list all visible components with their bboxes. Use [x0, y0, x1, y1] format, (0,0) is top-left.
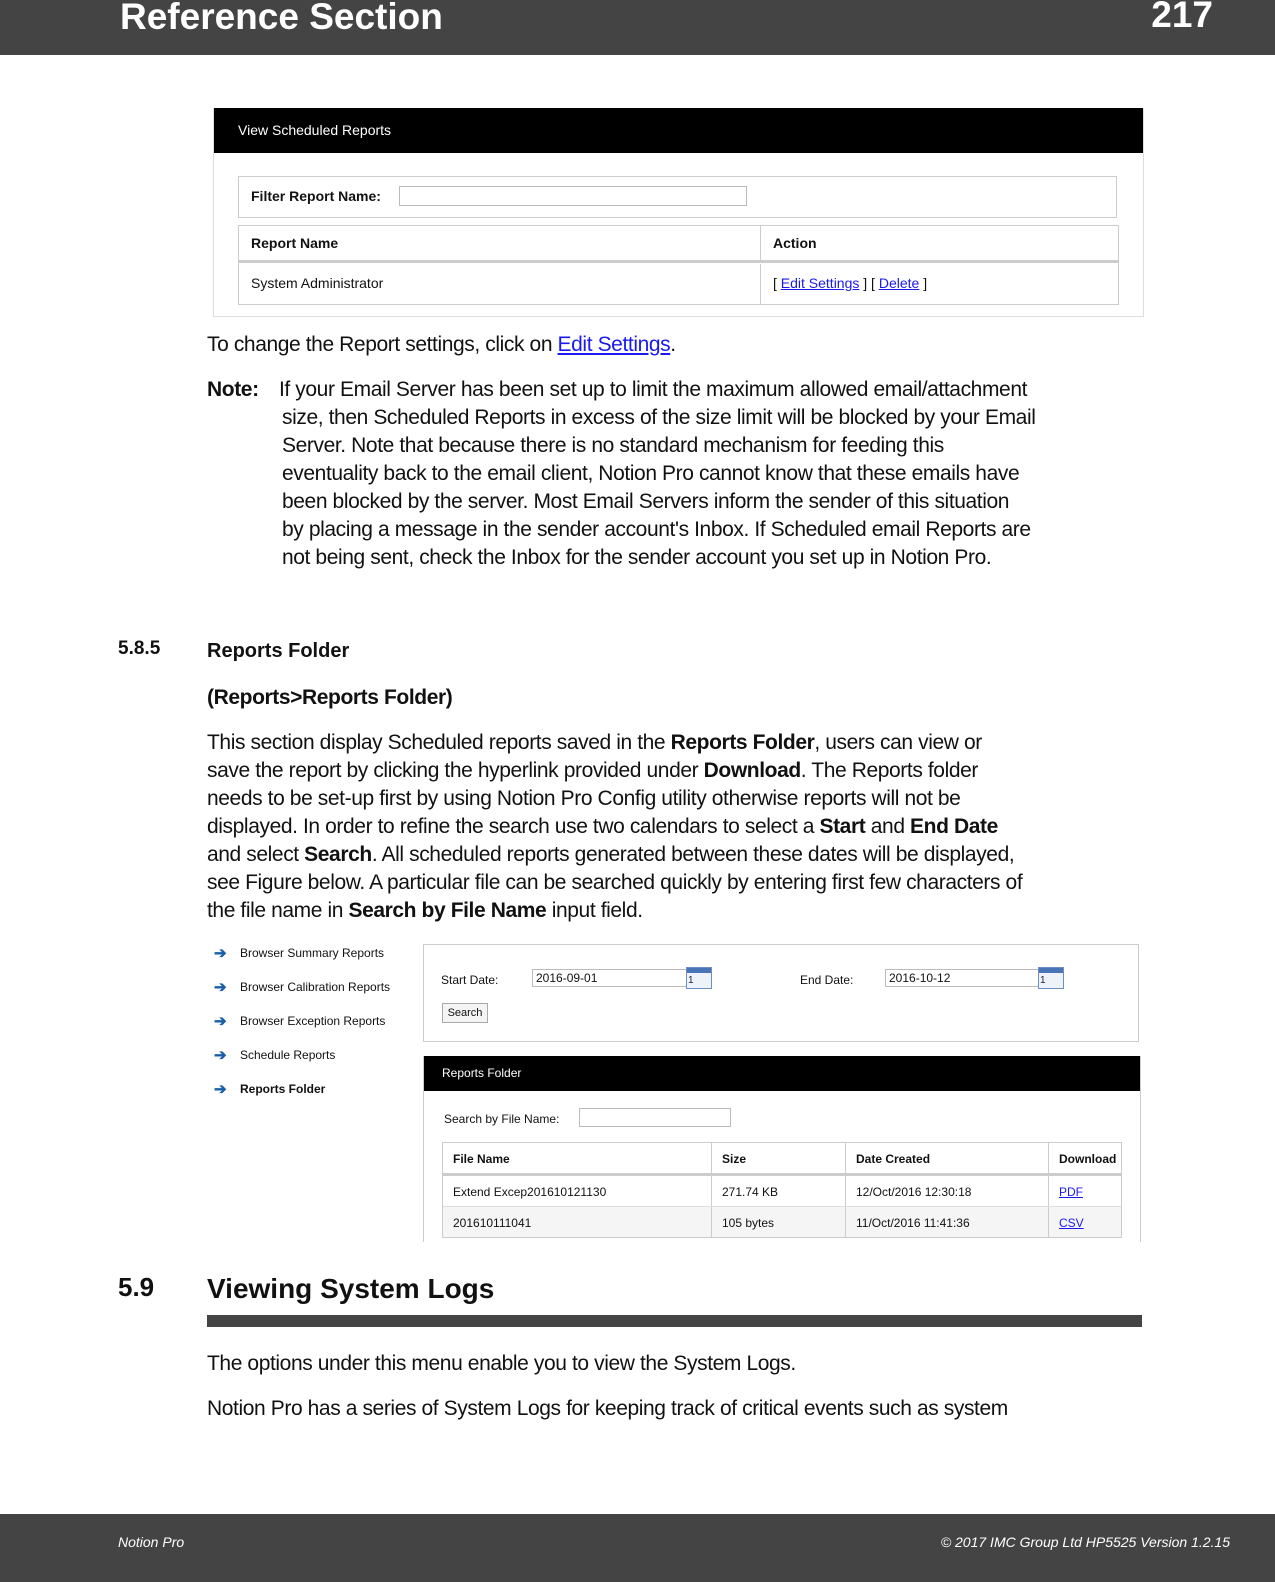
menu-item-label: Browser Exception Reports	[240, 1014, 386, 1028]
text-bold: End Date	[910, 815, 998, 838]
text-bold: Search by File Name	[348, 899, 547, 922]
calendar-day: 1	[688, 975, 694, 986]
note-line: If your Email Server has been set up to limit the maximum allowed email/attachment	[279, 378, 1028, 401]
column-header-action: Action	[773, 235, 817, 251]
text: To change the Report settings, click on	[207, 333, 553, 356]
panel-title: View Scheduled Reports	[238, 122, 392, 138]
action-cell	[773, 275, 927, 291]
table-cell	[846, 1176, 1049, 1206]
file-name: 201610111041	[453, 1216, 532, 1230]
table-cell	[712, 1207, 846, 1237]
note-label: Note:	[207, 378, 259, 401]
text: , users can view or	[814, 731, 982, 754]
column-header	[712, 1143, 846, 1176]
page-footer	[0, 1514, 1275, 1582]
section-heading: Reports Folder	[207, 640, 350, 662]
paragraph: Notion Pro has a series of System Logs for keeping track of critical events such as system	[207, 1397, 1008, 1420]
text-bold: Download	[703, 759, 801, 782]
paragraph-line	[207, 841, 1014, 869]
table-cell	[846, 1207, 1049, 1237]
paragraph-line	[207, 729, 982, 757]
column-header-download: Download	[1059, 1152, 1117, 1166]
column-header-file-name: File Name	[453, 1152, 510, 1166]
end-date-input[interactable]: 2016-10-12	[885, 969, 1040, 987]
footer-copyright: © 2017 IMC Group Ltd HP5525 Version 1.2.15	[940, 1534, 1230, 1550]
calendar-icon[interactable]	[1038, 967, 1064, 989]
paragraph-line: see Figure below. A particular file can be searched quickly by entering first few characters of	[207, 871, 1023, 894]
menu-item-label: Schedule Reports	[240, 1048, 336, 1062]
view-scheduled-reports-screenshot	[213, 108, 1144, 317]
table-cell	[1049, 1176, 1121, 1206]
menu-item-label: Browser Summary Reports	[240, 946, 385, 960]
file-size: 271.74 KB	[722, 1185, 779, 1199]
table-cell	[443, 1207, 712, 1237]
table-cell	[761, 264, 1118, 304]
column-header	[443, 1143, 712, 1176]
arrow-right-icon: ➔	[214, 979, 227, 996]
search-button[interactable]: Search	[442, 1003, 488, 1023]
text: the file name in	[207, 899, 344, 922]
start-date-label: Start Date:	[441, 973, 499, 987]
panel-titlebar	[214, 108, 1143, 153]
date-created: 12/Oct/2016 12:30:18	[856, 1185, 972, 1199]
text: displayed. In order to refine the search use two calendars to select a	[207, 815, 815, 838]
paragraph-line	[207, 897, 643, 925]
text: and	[870, 815, 905, 838]
report-name-cell: System Administrator	[251, 275, 384, 291]
page-header	[0, 0, 1275, 55]
download-pdf-link[interactable]: PDF	[1059, 1185, 1083, 1199]
section-number: 5.9	[118, 1272, 155, 1302]
arrow-right-icon: ➔	[214, 945, 227, 962]
section-number: 5.8.5	[118, 638, 161, 659]
text: . All scheduled reports generated between these dates will be displayed,	[371, 843, 1015, 866]
paragraph-line: needs to be set-up first by using Notion Pro Config utility otherwise reports will not be	[207, 787, 961, 810]
note-line: by placing a message in the sender account's Inbox. If Scheduled email Reports are	[282, 518, 1031, 541]
column-header-size: Size	[722, 1152, 747, 1166]
text: . The Reports folder	[800, 759, 978, 782]
note-line: been blocked by the server. Most Email Servers inform the sender of this situation	[282, 490, 1010, 513]
bracket: [	[773, 275, 777, 291]
panel-title: Reports Folder	[442, 1066, 522, 1080]
search-by-file-name-label: Search by File Name:	[444, 1112, 560, 1126]
filter-row	[238, 176, 1117, 218]
table-row	[443, 1176, 1121, 1207]
date-created: 11/Oct/2016 11:41:36	[856, 1216, 970, 1230]
file-size: 105 bytes	[722, 1216, 775, 1230]
page-number: 217	[1151, 0, 1213, 35]
reports-folder-table	[442, 1142, 1122, 1238]
menu-item-label: Reports Folder	[240, 1082, 326, 1096]
arrow-right-icon: ➔	[214, 1081, 227, 1098]
note-line: Server. Note that because there is no standard mechanism for feeding this	[282, 434, 944, 457]
text-bold: Reports Folder	[670, 731, 815, 754]
file-name: Extend Excep201610121130	[453, 1185, 607, 1199]
column-header-report-name: Report Name	[251, 235, 339, 251]
calendar-day: 1	[1040, 975, 1046, 986]
reports-table	[238, 225, 1119, 305]
arrow-right-icon: ➔	[214, 1047, 227, 1064]
paragraph-line	[207, 757, 978, 785]
end-date-label: End Date:	[800, 973, 854, 987]
calendar-icon[interactable]	[686, 967, 712, 989]
section-title: Reference Section	[120, 0, 443, 37]
footer-product: Notion Pro	[118, 1534, 185, 1550]
column-header	[1049, 1143, 1121, 1176]
text: This section display Scheduled reports saved in the	[207, 731, 666, 754]
column-header	[239, 226, 761, 263]
text-bold: Start	[819, 815, 866, 838]
column-header	[846, 1143, 1049, 1176]
search-by-file-name-input[interactable]	[579, 1108, 731, 1127]
column-header-date-created: Date Created	[856, 1152, 931, 1166]
text: .	[670, 333, 676, 356]
arrow-right-icon: ➔	[214, 1013, 227, 1030]
table-cell	[443, 1176, 712, 1206]
text: and select	[207, 843, 299, 866]
note-line: not being sent, check the Inbox for the sender account you set up in Notion Pro.	[282, 546, 992, 569]
text-bold: Search	[304, 843, 372, 866]
menu-item-label: Browser Calibration Reports	[240, 980, 391, 994]
reports-folder-panel	[423, 1056, 1141, 1242]
column-header	[761, 226, 1118, 263]
bracket: ] [	[863, 275, 875, 291]
start-date-input[interactable]: 2016-09-01	[532, 969, 687, 987]
download-csv-link[interactable]: CSV	[1059, 1216, 1084, 1230]
section-rule	[207, 1315, 1142, 1327]
filter-label: Filter Report Name:	[251, 188, 381, 204]
edit-settings-link[interactable]: Edit Settings	[557, 333, 671, 356]
paragraph	[207, 331, 676, 359]
filter-report-name-input[interactable]	[399, 186, 747, 206]
menu-path: (Reports>Reports Folder)	[207, 686, 453, 709]
text: save the report by clicking the hyperlink provided under	[207, 759, 699, 782]
delete-link[interactable]: Delete	[878, 275, 920, 291]
text: input field.	[551, 899, 643, 922]
paragraph: The options under this menu enable you to view the System Logs.	[207, 1352, 796, 1375]
table-cell	[712, 1176, 846, 1206]
table-cell	[239, 264, 761, 304]
table-row	[443, 1207, 1121, 1237]
bracket: ]	[923, 275, 928, 291]
table-cell	[1049, 1207, 1121, 1237]
panel-titlebar	[424, 1056, 1140, 1091]
date-filter-panel	[423, 944, 1139, 1042]
note-line: size, then Scheduled Reports in excess of the size limit will be blocked by your Email	[282, 406, 1036, 429]
section-heading: Viewing System Logs	[207, 1273, 495, 1304]
edit-settings-link[interactable]: Edit Settings	[780, 275, 860, 291]
paragraph-line	[207, 813, 998, 841]
note-line: eventuality back to the email client, Notion Pro cannot know that these emails have	[282, 462, 1020, 485]
